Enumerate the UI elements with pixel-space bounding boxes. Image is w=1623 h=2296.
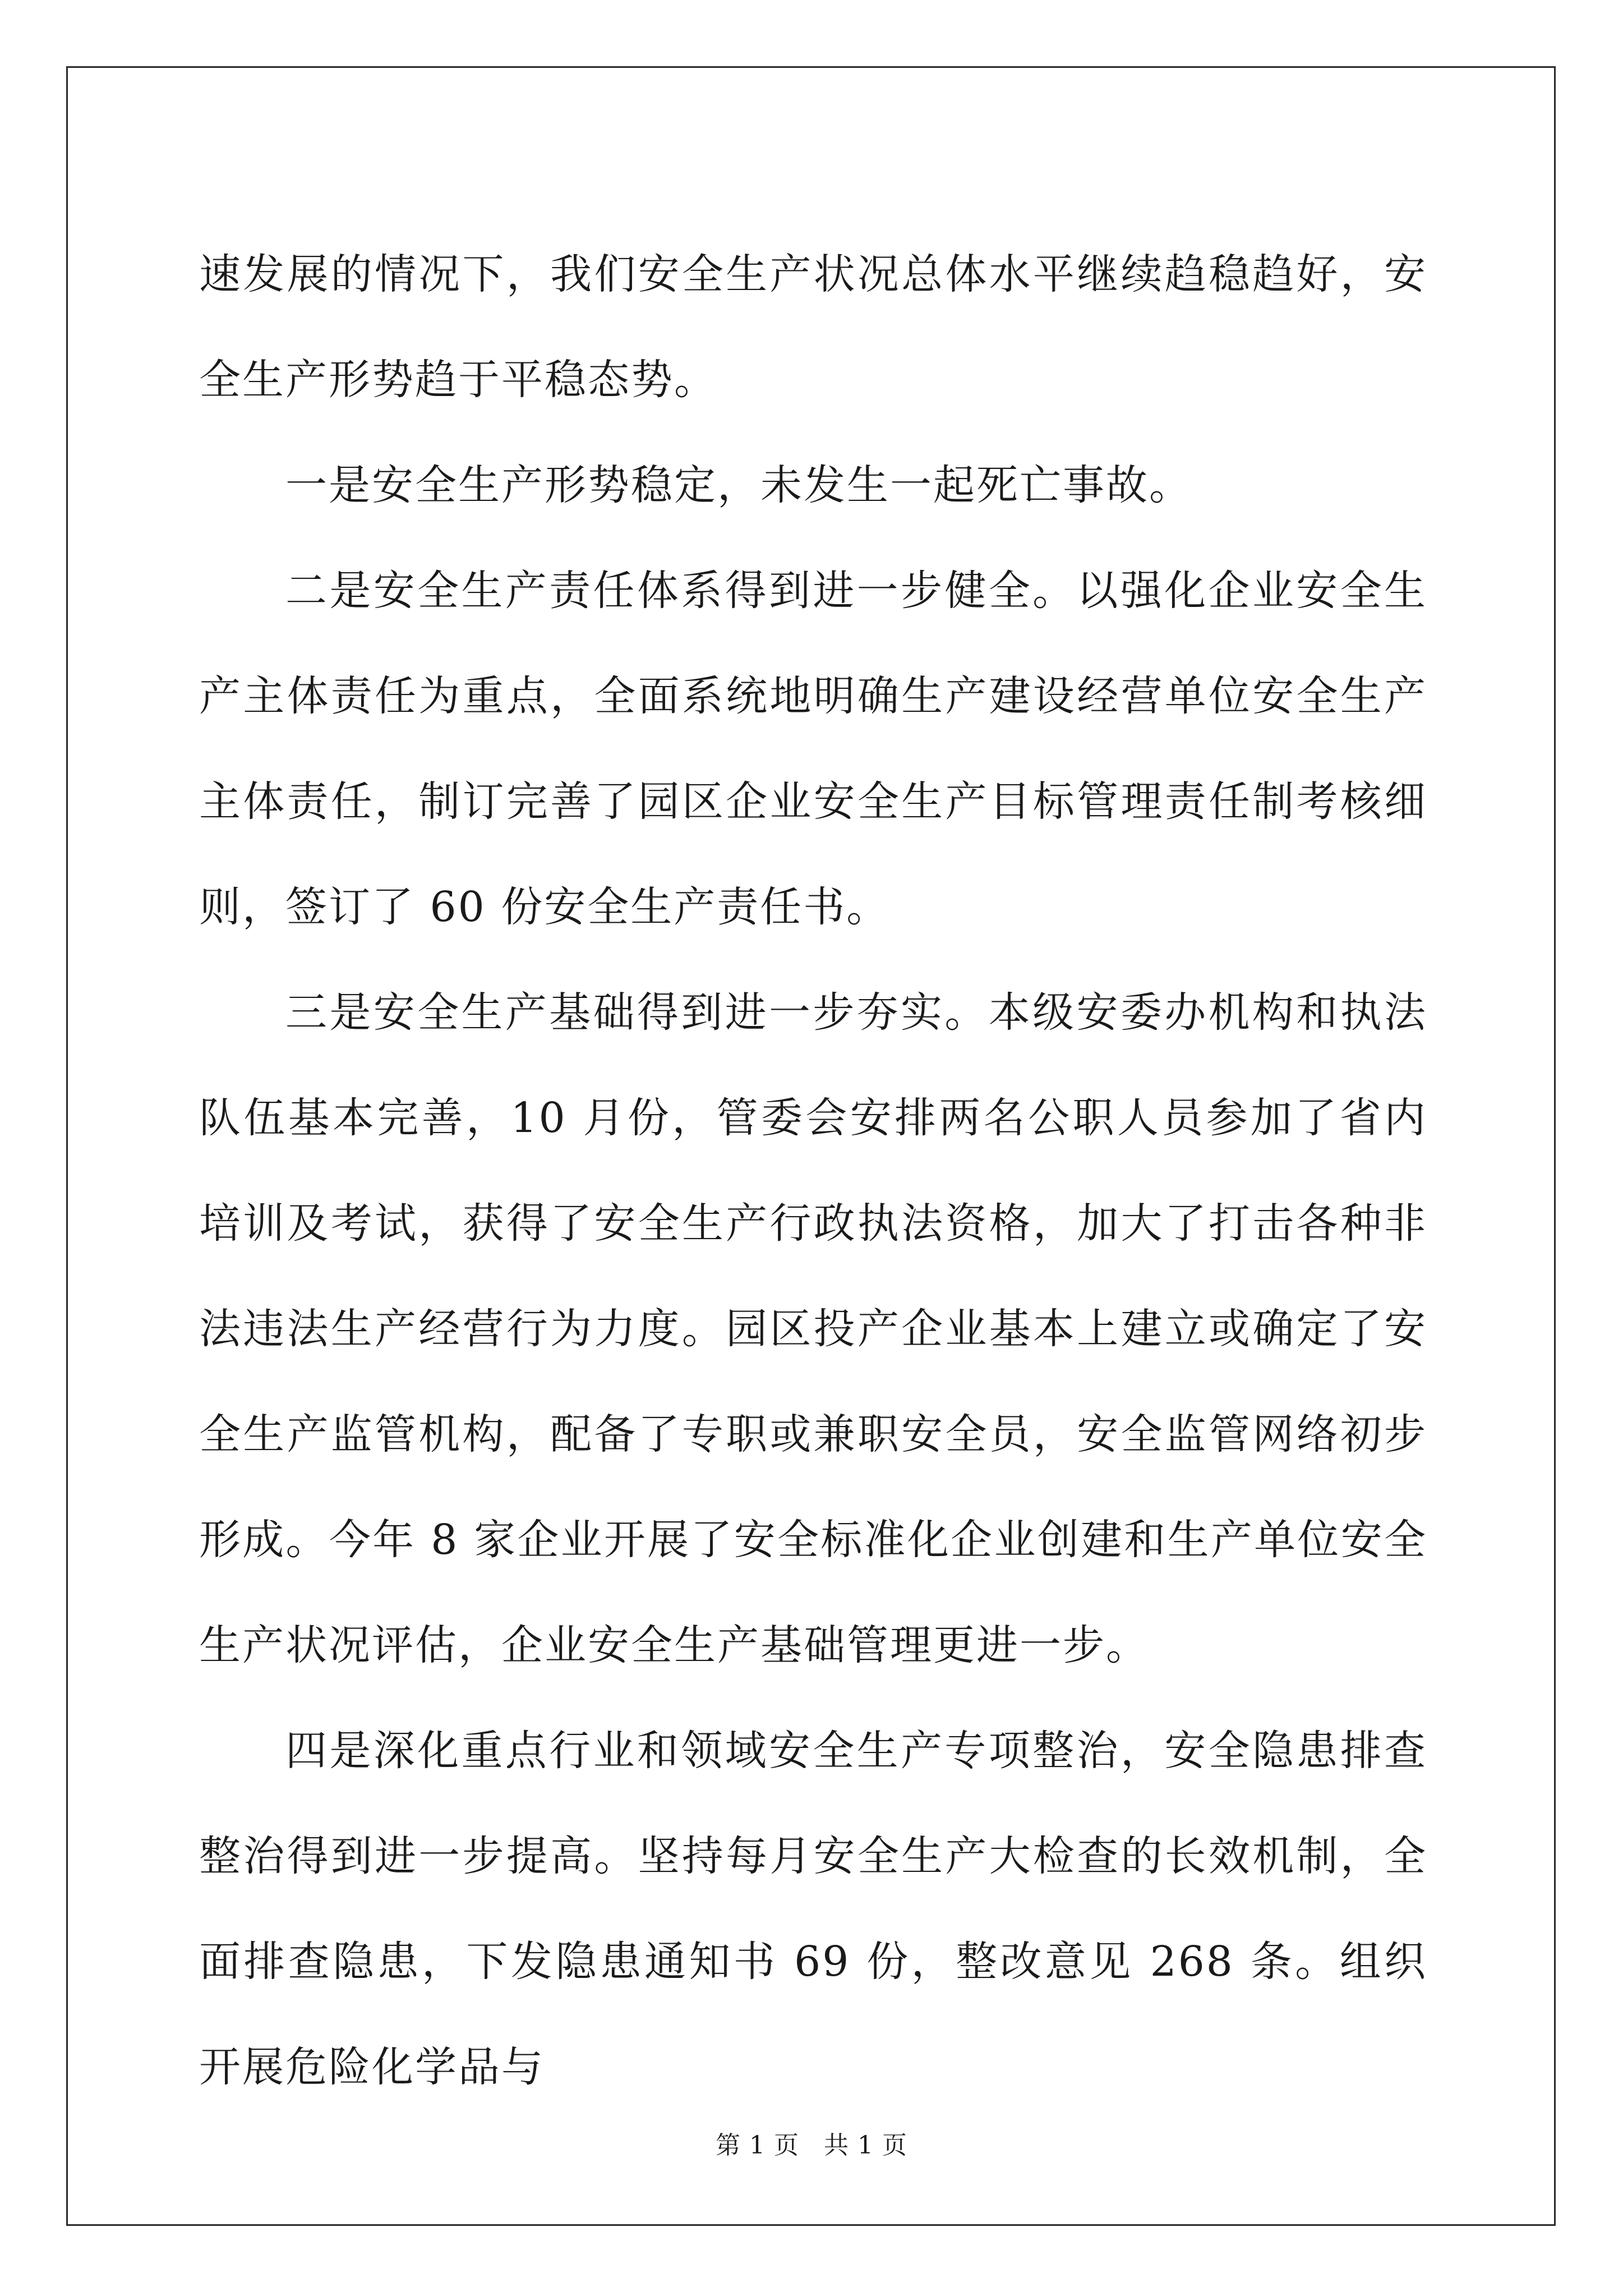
- page-footer: [0, 2125, 1623, 2161]
- paragraph: 二是安全生产责任体系得到进一步健全。以强化企业安全生产主体责任为重点，全面系统地明确生产建设经营单位安全生产主体责任，制订完善了园区企业安全生产目标管理责任制考核细则，签订了 60 份安全生产责任书。: [199, 567, 1427, 931]
- paragraph: 四是深化重点行业和领域安全生产专项整治，安全隐患排查整治得到进一步提高。坚持每月安全生产大检查的长效机制，全面排查隐患，下发隐患通知书 69 份，整改意见 268 条。组织开展危险化学品与: [199, 1727, 1427, 2091]
- paragraph: 速发展的情况下，我们安全生产状况总体水平继续趋稳趋好，安全生产形势趋于平稳态势。: [199, 250, 1427, 404]
- paragraph: 一是安全生产形势稳定，未发生一起死亡事故。: [285, 461, 1192, 509]
- page-number: 第 1 页: [716, 2131, 799, 2160]
- document-body: [199, 222, 1427, 2120]
- page-count: 共 1 页: [824, 2131, 907, 2160]
- paragraph: 三是安全生产基础得到进一步夯实。本级安委办机构和执法队伍基本完善，10 月份，管委会安排两名公职人员参加了省内培训及考试，获得了安全生产行政执法资格，加大了打击各种非法违法生产经营行为力度。园区投产企业基本上建立或确定了安全生产监管机构，配备了专职或兼职安全员，安全监管网络初步形成。今年 8 家企业开展了安全标准化企业创建和生产单位安全生产状况评估，企业安全生产基础管理更进一步。: [199, 988, 1427, 1669]
